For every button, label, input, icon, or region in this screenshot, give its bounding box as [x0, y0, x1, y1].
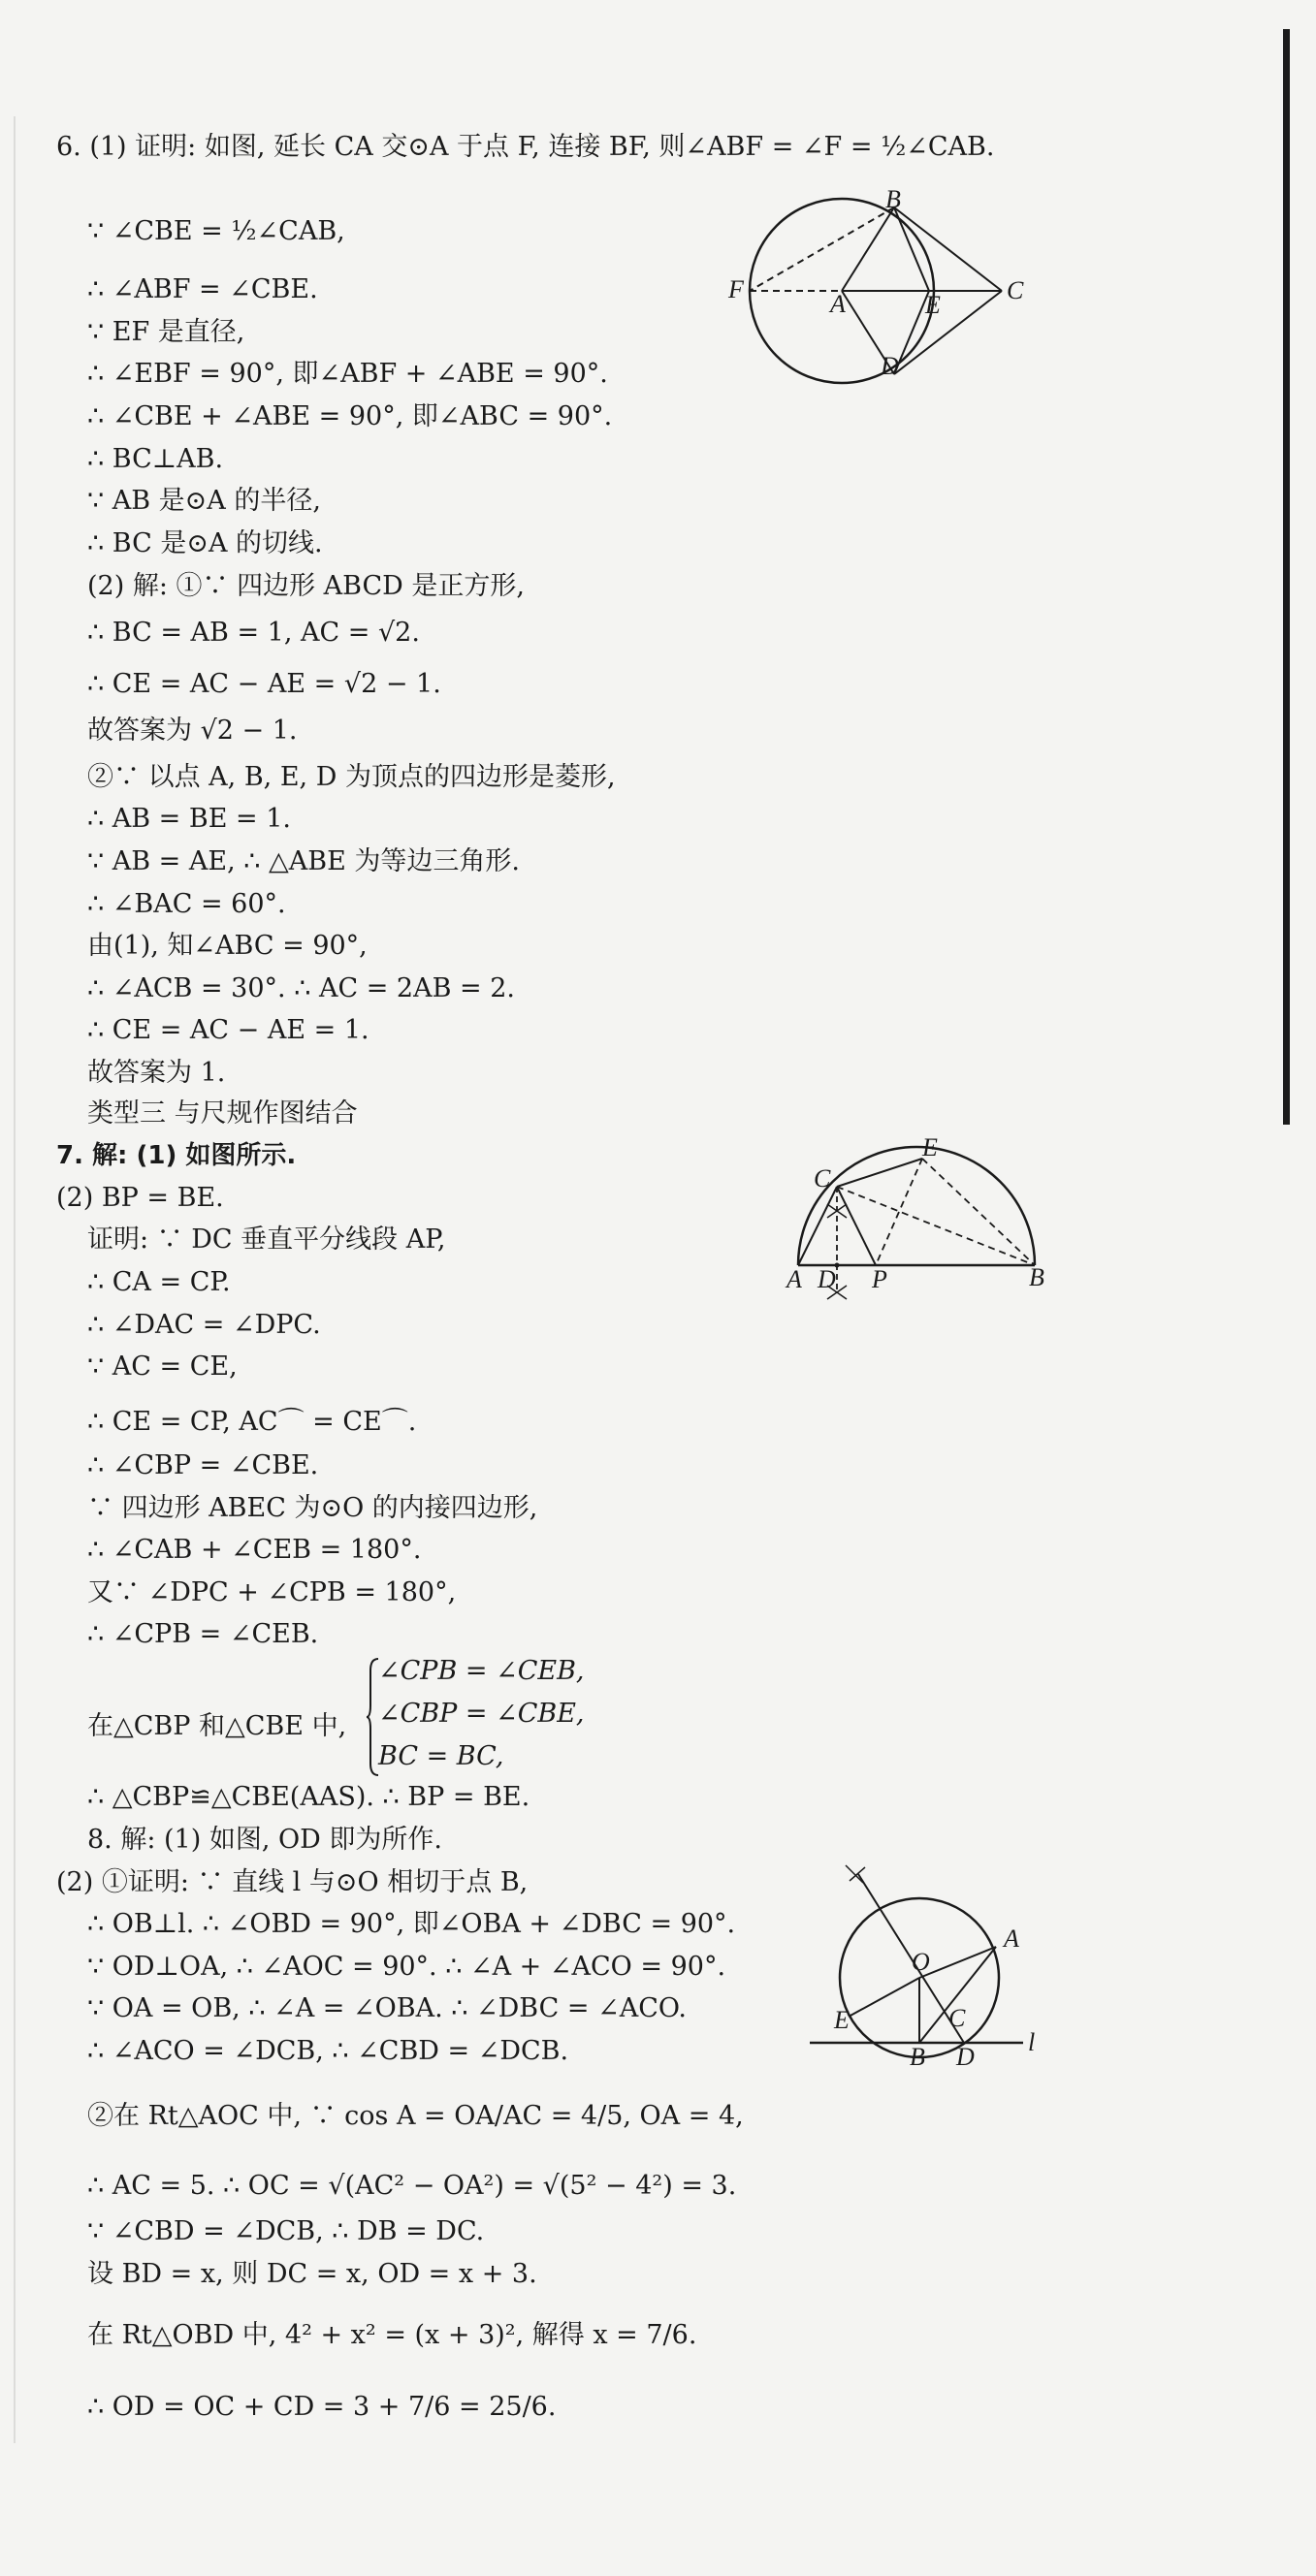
label-f: F	[728, 275, 744, 303]
solution-line: 故答案为 1.	[87, 1058, 226, 1088]
label-c: C	[948, 2004, 966, 2032]
section-heading: 7. 解: (1) 如图所示.	[56, 1141, 297, 1170]
solution-line: 6. (1) 证明: 如图, 延长 CA 交⊙A 于点 F, 连接 BF, 则∠ABF = ∠F = ½∠CAB.	[56, 132, 995, 162]
solution-line: ∴ ∠CBP = ∠CBE.	[87, 1450, 319, 1480]
label-p: P	[872, 1265, 887, 1293]
system-row: ∠CBP = ∠CBE,	[378, 1699, 585, 1729]
solution-line: 又∵ ∠DPC + ∠CPB = 180°,	[87, 1577, 457, 1607]
solution-line: (2) ①证明: ∵ 直线 l 与⊙O 相切于点 B,	[56, 1867, 529, 1897]
segment-cp	[837, 1187, 876, 1265]
segment-ab	[842, 207, 894, 291]
solution-line: 故答案为 √2 − 1.	[87, 716, 298, 746]
figure-7	[781, 1134, 1043, 1328]
solution-line: ∴ ∠DAC = ∠DPC.	[87, 1310, 321, 1340]
label-a: A	[786, 1265, 802, 1293]
label-e: E	[925, 291, 941, 319]
segment-cb	[837, 1187, 1035, 1265]
solution-line: ∴ ∠ACO = ∠DCB, ∴ ∠CBD = ∠DCB.	[87, 2036, 569, 2066]
solution-line: ②∵ 以点 A, B, E, D 为顶点的四边形是菱形,	[87, 762, 616, 792]
solution-line: ∴ ∠CAB + ∠CEB = 180°.	[87, 1535, 422, 1565]
label-c: C	[814, 1164, 831, 1193]
segment-ep	[876, 1159, 922, 1265]
label-e: E	[922, 1133, 938, 1161]
label-d: D	[956, 2043, 975, 2071]
solution-line: ∵ ∠CBD = ∠DCB, ∴ DB = DC.	[87, 2216, 485, 2246]
label-e: E	[834, 2006, 850, 2034]
solution-line: ∵ AB = AE, ∴ △ABE 为等边三角形.	[87, 846, 521, 876]
label-d: D	[818, 1265, 836, 1293]
figure-6	[727, 184, 1057, 398]
label-l: l	[1028, 2028, 1036, 2056]
system-row: ∠CPB = ∠CEB,	[378, 1656, 585, 1686]
segment-dc	[894, 291, 1002, 374]
label-c: C	[1007, 276, 1024, 304]
solution-line: ∴ BC = AB = 1, AC = √2.	[87, 618, 420, 648]
system-row: BC = BC,	[378, 1741, 504, 1771]
solution-line: (2) 解: ①∵ 四边形 ABCD 是正方形,	[87, 571, 525, 601]
solution-line: ∴ CE = AC − AE = 1.	[87, 1015, 369, 1045]
page-edge-line	[14, 116, 16, 2443]
figure-8	[805, 1861, 1057, 2084]
solution-line: ∵ OA = OB, ∴ ∠A = ∠OBA. ∴ ∠DBC = ∠ACO.	[87, 1993, 687, 2023]
solution-line: 在 Rt△OBD 中, 4² + x² = (x + 3)², 解得 x = 7/6.	[87, 2320, 697, 2350]
solution-line: ∴ OB⊥l. ∴ ∠OBD = 90°, 即∠OBA + ∠DBC = 90°.	[87, 1909, 736, 1939]
solution-line: ∵ AC = CE,	[87, 1352, 238, 1382]
solution-line: ∴ BC⊥AB.	[87, 444, 224, 474]
label-b: B	[1029, 1263, 1044, 1291]
solution-line: ∴ CE = AC − AE = √2 − 1.	[87, 669, 441, 699]
solution-line: ∴ ∠ACB = 30°. ∴ AC = 2AB = 2.	[87, 973, 515, 1003]
solution-line: ∵ AB 是⊙A 的半径,	[87, 486, 321, 516]
solution-line: (2) BP = BE.	[56, 1183, 224, 1213]
solution-line: ∴ ∠CBE + ∠ABE = 90°, 即∠ABC = 90°.	[87, 401, 613, 431]
solution-line: 8. 解: (1) 如图, OD 即为所作.	[87, 1825, 442, 1855]
solution-line: ∵ 四边形 ABEC 为⊙O 的内接四边形,	[87, 1493, 538, 1523]
solution-line: ∴ AC = 5. ∴ OC = √(AC² − OA²) = √(5² − 4²) = 3.	[87, 2171, 737, 2201]
solution-line: 设 BD = x, 则 DC = x, OD = x + 3.	[87, 2259, 537, 2289]
solution-line: 在△CBP 和△CBE 中,	[87, 1711, 347, 1741]
solution-line: ∴ ∠CPB = ∠CEB.	[87, 1619, 319, 1649]
solution-line: ∴ AB = BE = 1.	[87, 804, 291, 834]
segment-bf	[750, 207, 894, 291]
label-o: O	[912, 1948, 930, 1976]
semicircle-o	[798, 1147, 1035, 1265]
segment-ce	[837, 1159, 922, 1187]
solution-line: ∴ ∠EBF = 90°, 即∠ABF + ∠ABE = 90°.	[87, 359, 608, 389]
solution-line: ∵ EF 是直径,	[87, 317, 245, 347]
solution-line: ∴ OD = OC + CD = 3 + 7/6 = 25/6.	[87, 2392, 557, 2422]
solution-line: 类型三 与尺规作图结合	[87, 1098, 358, 1129]
label-b: B	[885, 185, 901, 213]
solution-line: ∴ △CBP≌△CBE(AAS). ∴ BP = BE.	[87, 1782, 530, 1812]
solution-line: ②在 Rt△AOC 中, ∵ cos A = OA/AC = 4/5, OA = 4,	[87, 2101, 744, 2131]
segment-oe	[849, 1978, 919, 2017]
page-binding-bar	[1283, 29, 1290, 1125]
label-a: A	[830, 290, 846, 318]
solution-line: ∴ ∠BAC = 60°.	[87, 889, 286, 919]
solution-line: ∴ ∠ABF = ∠CBE.	[87, 274, 318, 304]
solution-line: ∵ OD⊥OA, ∴ ∠AOC = 90°. ∴ ∠A + ∠ACO = 90°.	[87, 1952, 726, 1982]
solution-line: ∴ CA = CP.	[87, 1267, 231, 1297]
label-a: A	[1004, 1924, 1019, 1953]
solution-line: 证明: ∵ DC 垂直平分线段 AP,	[87, 1224, 446, 1255]
segment-eb	[922, 1159, 1035, 1265]
solution-line: ∴ BC 是⊙A 的切线.	[87, 528, 323, 558]
label-d: D	[881, 352, 899, 380]
solution-line: 由(1), 知∠ABC = 90°,	[87, 931, 368, 961]
label-b: B	[910, 2043, 925, 2071]
equation-system	[367, 1655, 658, 1781]
solution-line: ∵ ∠CBE = ½∠CAB,	[87, 216, 345, 246]
segment-bc	[894, 207, 1002, 291]
solution-line: ∴ CE = CP, AC⌒ = CE⌒.	[87, 1407, 417, 1437]
